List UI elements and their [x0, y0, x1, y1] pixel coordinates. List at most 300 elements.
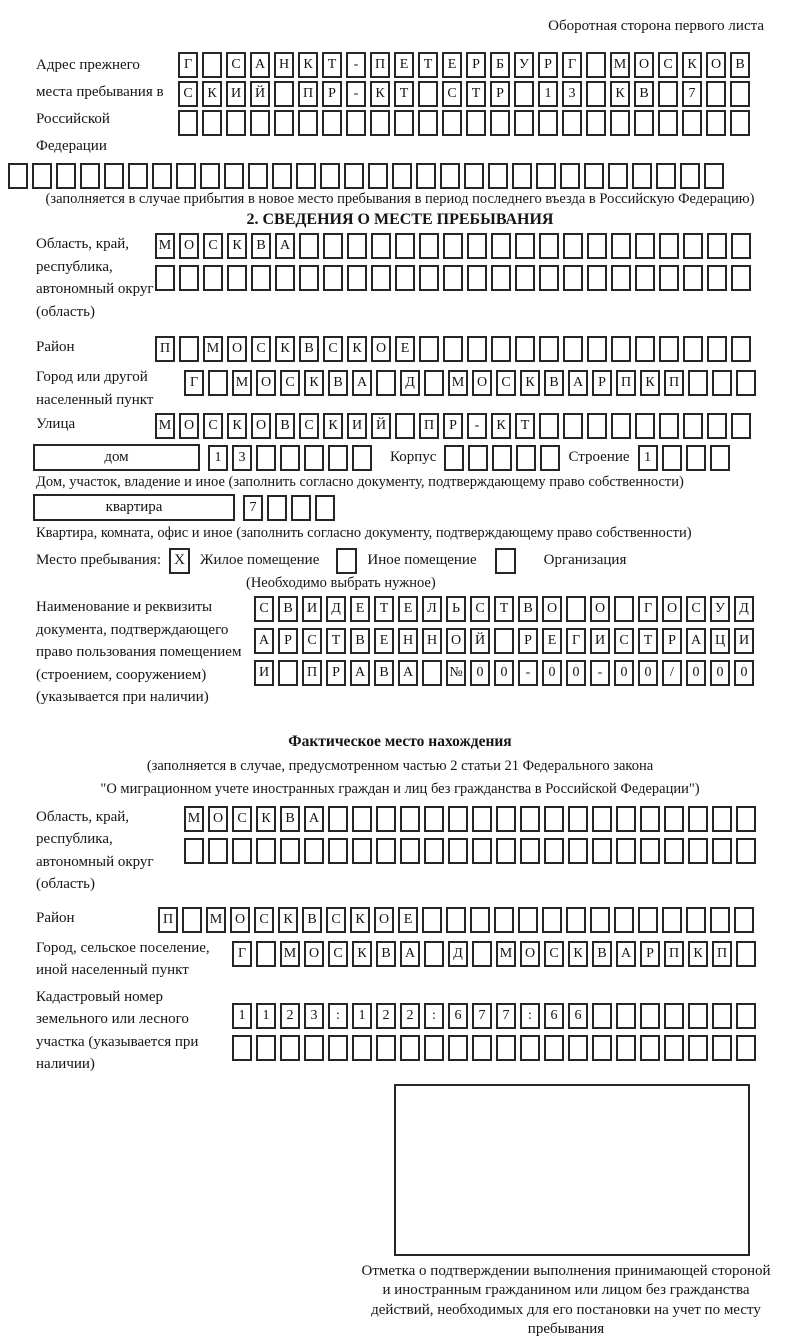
char-cell[interactable] [56, 163, 76, 189]
char-cell[interactable]: К [352, 941, 372, 967]
char-cell[interactable] [616, 838, 636, 864]
char-cell[interactable] [376, 1035, 396, 1061]
char-cell[interactable]: Д [734, 596, 754, 622]
char-cell[interactable] [611, 336, 631, 362]
char-cell[interactable]: К [323, 413, 343, 439]
char-cell[interactable] [614, 907, 634, 933]
char-cell[interactable] [536, 163, 556, 189]
char-cell[interactable] [731, 265, 751, 291]
char-cell[interactable] [467, 233, 487, 259]
char-cell[interactable] [586, 52, 606, 78]
char-cell[interactable] [587, 233, 607, 259]
char-cell[interactable] [416, 163, 436, 189]
char-cell[interactable] [704, 163, 724, 189]
char-cell[interactable] [566, 907, 586, 933]
char-cell[interactable]: П [302, 660, 322, 686]
char-cell[interactable] [440, 163, 460, 189]
char-cell[interactable]: С [232, 806, 252, 832]
char-cell[interactable]: А [686, 628, 706, 654]
char-cell[interactable]: Р [326, 660, 346, 686]
char-cell[interactable] [736, 1035, 756, 1061]
char-cell[interactable]: У [514, 52, 534, 78]
char-cell[interactable]: 3 [562, 81, 582, 107]
char-cell[interactable]: Г [178, 52, 198, 78]
char-cell[interactable]: С [280, 370, 300, 396]
char-cell[interactable] [492, 445, 512, 471]
char-cell[interactable]: М [280, 941, 300, 967]
char-cell[interactable]: - [467, 413, 487, 439]
char-cell[interactable] [422, 907, 442, 933]
char-cell[interactable]: С [328, 941, 348, 967]
char-cell[interactable] [491, 265, 511, 291]
char-cell[interactable] [539, 265, 559, 291]
char-cell[interactable] [539, 233, 559, 259]
char-cell[interactable] [424, 838, 444, 864]
char-cell[interactable] [80, 163, 100, 189]
char-cell[interactable]: К [304, 370, 324, 396]
char-cell[interactable] [710, 445, 730, 471]
char-cell[interactable]: Е [542, 628, 562, 654]
char-cell[interactable]: : [520, 1003, 540, 1029]
char-cell[interactable] [662, 445, 682, 471]
char-cell[interactable]: О [446, 628, 466, 654]
char-cell[interactable] [256, 445, 276, 471]
char-cell[interactable]: 0 [542, 660, 562, 686]
char-cell[interactable]: 7 [496, 1003, 516, 1029]
char-cell[interactable]: А [616, 941, 636, 967]
char-cell[interactable] [419, 265, 439, 291]
char-cell[interactable] [488, 163, 508, 189]
char-cell[interactable] [659, 265, 679, 291]
char-cell[interactable] [560, 163, 580, 189]
char-cell[interactable] [520, 806, 540, 832]
char-cell[interactable]: С [544, 941, 564, 967]
char-cell[interactable]: С [614, 628, 634, 654]
char-cell[interactable] [707, 265, 727, 291]
char-cell[interactable]: Е [442, 52, 462, 78]
char-cell[interactable]: О [179, 413, 199, 439]
char-cell[interactable]: О [251, 413, 271, 439]
char-cell[interactable] [664, 1035, 684, 1061]
char-cell[interactable]: С [203, 413, 223, 439]
char-cell[interactable] [128, 163, 148, 189]
char-cell[interactable]: Н [422, 628, 442, 654]
char-cell[interactable] [232, 1035, 252, 1061]
char-cell[interactable]: В [275, 413, 295, 439]
char-cell[interactable]: И [254, 660, 274, 686]
char-cell[interactable] [659, 413, 679, 439]
stay-type-checkbox-residential[interactable]: X [169, 548, 190, 574]
char-cell[interactable] [592, 1003, 612, 1029]
char-cell[interactable] [520, 1035, 540, 1061]
char-cell[interactable]: С [496, 370, 516, 396]
char-cell[interactable] [592, 838, 612, 864]
char-cell[interactable] [226, 110, 246, 136]
char-cell[interactable]: С [442, 81, 462, 107]
char-cell[interactable]: М [155, 413, 175, 439]
char-cell[interactable] [634, 110, 654, 136]
char-cell[interactable] [370, 110, 390, 136]
char-cell[interactable] [395, 413, 415, 439]
char-cell[interactable] [422, 660, 442, 686]
char-cell[interactable] [176, 163, 196, 189]
char-cell[interactable] [448, 1035, 468, 1061]
char-cell[interactable]: 7 [243, 495, 263, 521]
char-cell[interactable] [299, 233, 319, 259]
char-cell[interactable] [424, 941, 444, 967]
char-cell[interactable] [659, 233, 679, 259]
char-cell[interactable] [202, 110, 222, 136]
char-cell[interactable]: А [250, 52, 270, 78]
char-cell[interactable] [267, 495, 287, 521]
char-cell[interactable]: М [206, 907, 226, 933]
char-cell[interactable] [563, 336, 583, 362]
stay-type-checkbox-organization[interactable] [495, 548, 516, 574]
char-cell[interactable] [352, 838, 372, 864]
char-cell[interactable] [635, 336, 655, 362]
char-cell[interactable]: П [712, 941, 732, 967]
char-cell[interactable] [683, 336, 703, 362]
char-cell[interactable]: Е [395, 336, 415, 362]
char-cell[interactable] [491, 233, 511, 259]
char-cell[interactable] [640, 838, 660, 864]
char-cell[interactable]: М [232, 370, 252, 396]
char-cell[interactable] [419, 233, 439, 259]
char-cell[interactable] [298, 110, 318, 136]
char-cell[interactable]: 2 [280, 1003, 300, 1029]
char-cell[interactable]: С [686, 596, 706, 622]
char-cell[interactable]: Т [494, 596, 514, 622]
char-cell[interactable]: В [299, 336, 319, 362]
char-cell[interactable]: С [251, 336, 271, 362]
char-cell[interactable]: С [254, 907, 274, 933]
char-cell[interactable] [640, 1003, 660, 1029]
char-cell[interactable]: П [419, 413, 439, 439]
char-cell[interactable]: В [328, 370, 348, 396]
char-cell[interactable] [444, 445, 464, 471]
char-cell[interactable]: П [155, 336, 175, 362]
char-cell[interactable]: Т [374, 596, 394, 622]
char-cell[interactable] [518, 907, 538, 933]
char-cell[interactable]: Т [418, 52, 438, 78]
char-cell[interactable]: В [374, 660, 394, 686]
char-cell[interactable] [490, 110, 510, 136]
char-cell[interactable]: А [568, 370, 588, 396]
char-cell[interactable] [736, 806, 756, 832]
char-cell[interactable] [352, 445, 372, 471]
char-cell[interactable] [32, 163, 52, 189]
char-cell[interactable]: К [568, 941, 588, 967]
char-cell[interactable]: О [374, 907, 394, 933]
char-cell[interactable] [683, 413, 703, 439]
char-cell[interactable]: О [230, 907, 250, 933]
char-cell[interactable] [328, 1035, 348, 1061]
apartment-type-box[interactable]: квартира [33, 494, 235, 521]
char-cell[interactable]: Р [490, 81, 510, 107]
char-cell[interactable] [496, 806, 516, 832]
char-cell[interactable] [424, 1035, 444, 1061]
char-cell[interactable] [590, 907, 610, 933]
char-cell[interactable]: Н [398, 628, 418, 654]
char-cell[interactable]: О [542, 596, 562, 622]
char-cell[interactable] [584, 163, 604, 189]
char-cell[interactable] [707, 413, 727, 439]
char-cell[interactable]: 1 [538, 81, 558, 107]
char-cell[interactable]: О [208, 806, 228, 832]
char-cell[interactable]: П [370, 52, 390, 78]
char-cell[interactable]: К [347, 336, 367, 362]
char-cell[interactable] [683, 233, 703, 259]
char-cell[interactable]: Е [374, 628, 394, 654]
char-cell[interactable] [611, 413, 631, 439]
char-cell[interactable]: П [298, 81, 318, 107]
house-type-box[interactable]: дом [33, 444, 200, 471]
char-cell[interactable]: В [544, 370, 564, 396]
char-cell[interactable] [710, 907, 730, 933]
char-cell[interactable]: А [254, 628, 274, 654]
char-cell[interactable] [446, 907, 466, 933]
char-cell[interactable]: М [496, 941, 516, 967]
char-cell[interactable]: К [610, 81, 630, 107]
char-cell[interactable]: Е [398, 907, 418, 933]
char-cell[interactable]: С [326, 907, 346, 933]
char-cell[interactable]: О [472, 370, 492, 396]
char-cell[interactable] [256, 838, 276, 864]
char-cell[interactable]: В [518, 596, 538, 622]
char-cell[interactable] [250, 110, 270, 136]
char-cell[interactable]: С [658, 52, 678, 78]
char-cell[interactable]: Й [371, 413, 391, 439]
char-cell[interactable] [563, 233, 583, 259]
char-cell[interactable] [635, 233, 655, 259]
char-cell[interactable]: И [226, 81, 246, 107]
char-cell[interactable]: М [610, 52, 630, 78]
char-cell[interactable]: В [251, 233, 271, 259]
char-cell[interactable] [736, 838, 756, 864]
char-cell[interactable]: Д [326, 596, 346, 622]
char-cell[interactable]: Ь [446, 596, 466, 622]
char-cell[interactable] [466, 110, 486, 136]
char-cell[interactable]: Д [400, 370, 420, 396]
char-cell[interactable] [683, 265, 703, 291]
char-cell[interactable] [419, 336, 439, 362]
char-cell[interactable] [400, 1035, 420, 1061]
char-cell[interactable]: 0 [638, 660, 658, 686]
char-cell[interactable]: 2 [376, 1003, 396, 1029]
char-cell[interactable] [587, 413, 607, 439]
char-cell[interactable]: 0 [614, 660, 634, 686]
char-cell[interactable]: Г [562, 52, 582, 78]
char-cell[interactable]: Г [232, 941, 252, 967]
char-cell[interactable] [8, 163, 28, 189]
char-cell[interactable]: К [370, 81, 390, 107]
char-cell[interactable] [395, 233, 415, 259]
char-cell[interactable] [635, 413, 655, 439]
char-cell[interactable]: Т [638, 628, 658, 654]
char-cell[interactable]: 0 [734, 660, 754, 686]
char-cell[interactable] [614, 596, 634, 622]
char-cell[interactable] [544, 806, 564, 832]
char-cell[interactable] [712, 1035, 732, 1061]
char-cell[interactable]: В [592, 941, 612, 967]
char-cell[interactable] [520, 838, 540, 864]
char-cell[interactable]: Т [466, 81, 486, 107]
char-cell[interactable]: № [446, 660, 466, 686]
char-cell[interactable]: 6 [544, 1003, 564, 1029]
char-cell[interactable] [514, 81, 534, 107]
char-cell[interactable] [568, 806, 588, 832]
char-cell[interactable] [328, 838, 348, 864]
char-cell[interactable] [304, 1035, 324, 1061]
char-cell[interactable] [664, 838, 684, 864]
char-cell[interactable] [467, 265, 487, 291]
char-cell[interactable] [322, 110, 342, 136]
char-cell[interactable] [248, 163, 268, 189]
char-cell[interactable] [182, 907, 202, 933]
char-cell[interactable]: Р [278, 628, 298, 654]
char-cell[interactable]: Й [470, 628, 490, 654]
char-cell[interactable] [443, 265, 463, 291]
char-cell[interactable] [707, 336, 727, 362]
char-cell[interactable]: Й [250, 81, 270, 107]
char-cell[interactable] [274, 110, 294, 136]
char-cell[interactable] [179, 336, 199, 362]
char-cell[interactable]: А [350, 660, 370, 686]
char-cell[interactable]: К [278, 907, 298, 933]
char-cell[interactable]: А [275, 233, 295, 259]
char-cell[interactable]: 0 [710, 660, 730, 686]
char-cell[interactable] [680, 163, 700, 189]
char-cell[interactable]: 7 [472, 1003, 492, 1029]
char-cell[interactable]: Р [466, 52, 486, 78]
char-cell[interactable]: О [520, 941, 540, 967]
char-cell[interactable] [376, 806, 396, 832]
char-cell[interactable] [688, 838, 708, 864]
char-cell[interactable] [464, 163, 484, 189]
char-cell[interactable]: Е [398, 596, 418, 622]
char-cell[interactable] [203, 265, 223, 291]
char-cell[interactable] [686, 907, 706, 933]
char-cell[interactable]: К [227, 233, 247, 259]
char-cell[interactable]: Т [394, 81, 414, 107]
char-cell[interactable] [562, 110, 582, 136]
char-cell[interactable]: 1 [638, 445, 658, 471]
char-cell[interactable]: Г [638, 596, 658, 622]
char-cell[interactable] [539, 336, 559, 362]
char-cell[interactable] [734, 907, 754, 933]
char-cell[interactable]: В [278, 596, 298, 622]
char-cell[interactable] [712, 370, 732, 396]
char-cell[interactable] [731, 233, 751, 259]
char-cell[interactable] [275, 265, 295, 291]
char-cell[interactable]: О [662, 596, 682, 622]
char-cell[interactable]: М [203, 336, 223, 362]
char-cell[interactable]: А [352, 370, 372, 396]
char-cell[interactable]: К [640, 370, 660, 396]
char-cell[interactable] [323, 233, 343, 259]
char-cell[interactable] [395, 265, 415, 291]
char-cell[interactable] [611, 233, 631, 259]
char-cell[interactable] [664, 1003, 684, 1029]
char-cell[interactable] [155, 265, 175, 291]
char-cell[interactable] [347, 265, 367, 291]
char-cell[interactable] [515, 336, 535, 362]
char-cell[interactable] [280, 445, 300, 471]
char-cell[interactable]: Ц [710, 628, 730, 654]
char-cell[interactable]: Г [184, 370, 204, 396]
char-cell[interactable] [568, 1035, 588, 1061]
char-cell[interactable] [731, 413, 751, 439]
char-cell[interactable] [304, 445, 324, 471]
char-cell[interactable]: С [226, 52, 246, 78]
char-cell[interactable] [662, 907, 682, 933]
char-cell[interactable]: 1 [232, 1003, 252, 1029]
char-cell[interactable]: 6 [448, 1003, 468, 1029]
char-cell[interactable] [730, 81, 750, 107]
char-cell[interactable] [610, 110, 630, 136]
char-cell[interactable]: М [184, 806, 204, 832]
char-cell[interactable] [616, 806, 636, 832]
char-cell[interactable] [712, 838, 732, 864]
char-cell[interactable] [712, 1003, 732, 1029]
char-cell[interactable] [712, 806, 732, 832]
char-cell[interactable] [467, 336, 487, 362]
char-cell[interactable] [731, 336, 751, 362]
char-cell[interactable] [587, 336, 607, 362]
char-cell[interactable] [280, 838, 300, 864]
char-cell[interactable] [494, 907, 514, 933]
char-cell[interactable] [568, 838, 588, 864]
char-cell[interactable] [494, 628, 514, 654]
char-cell[interactable] [448, 806, 468, 832]
char-cell[interactable] [315, 495, 335, 521]
char-cell[interactable] [587, 265, 607, 291]
char-cell[interactable]: П [664, 370, 684, 396]
char-cell[interactable]: К [491, 413, 511, 439]
char-cell[interactable]: К [350, 907, 370, 933]
char-cell[interactable] [371, 233, 391, 259]
char-cell[interactable] [352, 1035, 372, 1061]
char-cell[interactable] [344, 163, 364, 189]
char-cell[interactable] [278, 660, 298, 686]
char-cell[interactable] [632, 163, 652, 189]
char-cell[interactable]: 1 [352, 1003, 372, 1029]
char-cell[interactable] [592, 806, 612, 832]
char-cell[interactable] [232, 838, 252, 864]
char-cell[interactable] [352, 806, 372, 832]
char-cell[interactable]: О [706, 52, 726, 78]
char-cell[interactable] [472, 806, 492, 832]
char-cell[interactable] [656, 163, 676, 189]
char-cell[interactable]: О [304, 941, 324, 967]
char-cell[interactable] [392, 163, 412, 189]
char-cell[interactable] [368, 163, 388, 189]
char-cell[interactable] [658, 81, 678, 107]
char-cell[interactable] [682, 110, 702, 136]
char-cell[interactable] [586, 81, 606, 107]
char-cell[interactable] [104, 163, 124, 189]
char-cell[interactable]: В [376, 941, 396, 967]
char-cell[interactable]: Р [640, 941, 660, 967]
char-cell[interactable] [496, 838, 516, 864]
char-cell[interactable]: С [178, 81, 198, 107]
char-cell[interactable] [208, 838, 228, 864]
char-cell[interactable] [516, 445, 536, 471]
char-cell[interactable]: П [664, 941, 684, 967]
char-cell[interactable]: 7 [682, 81, 702, 107]
char-cell[interactable]: М [448, 370, 468, 396]
char-cell[interactable]: Е [394, 52, 414, 78]
